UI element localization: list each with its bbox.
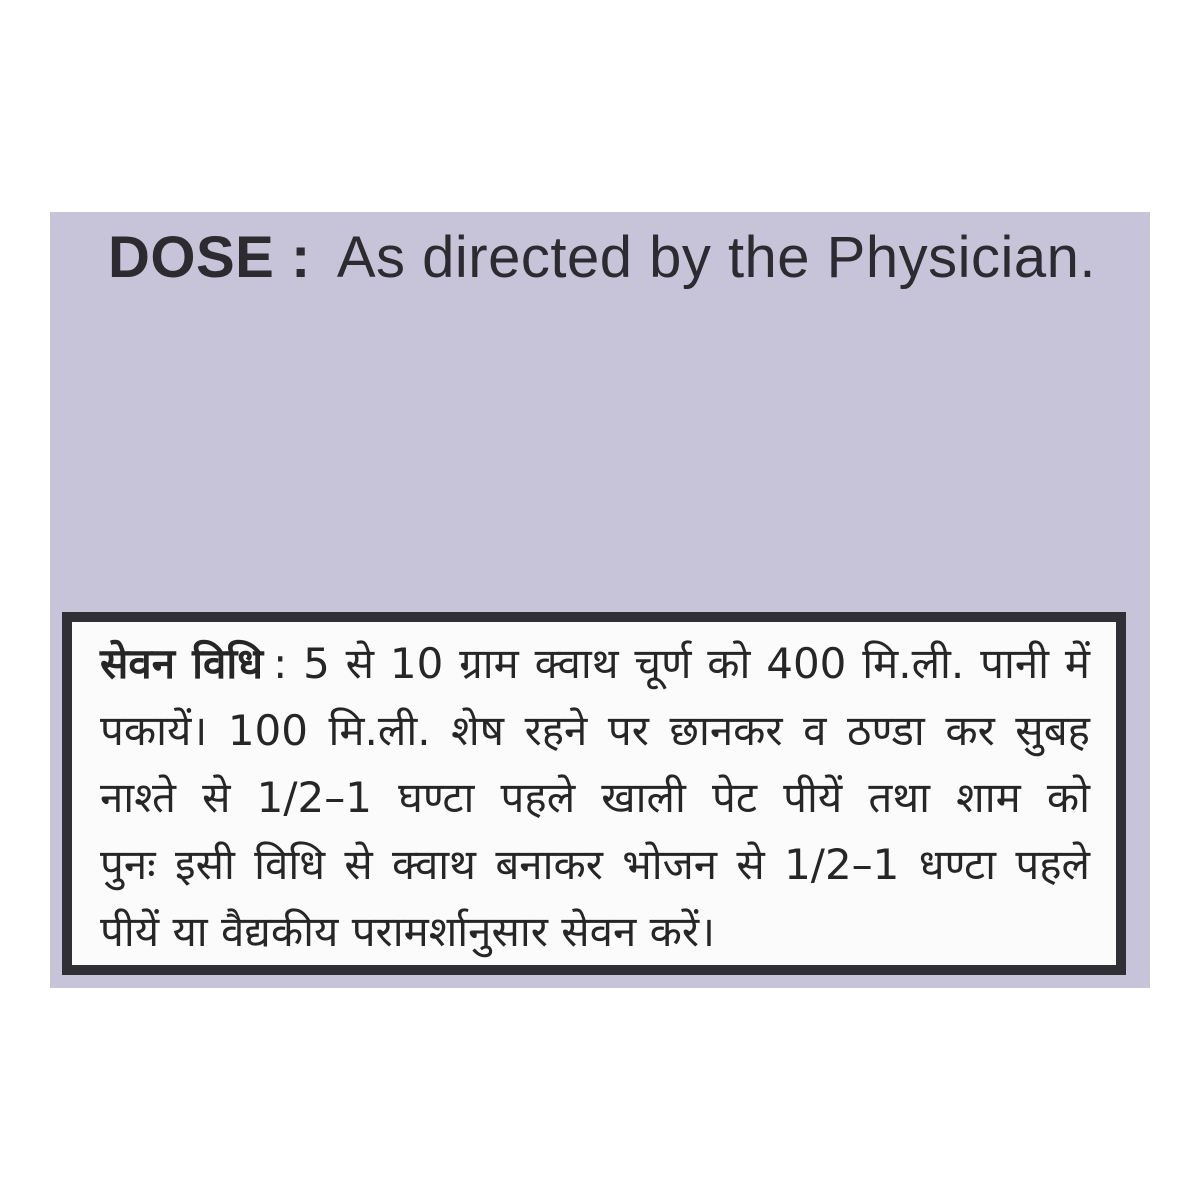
usage-line-1-text: : 5 से 10 ग्राम क्वाथ चूर्ण को 400 मि.ली. पानी में <box>273 639 1090 688</box>
product-label-panel <box>50 212 1150 988</box>
usage-line-5: पीयें या वैद्यकीय परामर्शानुसार सेवन करें। <box>100 907 716 956</box>
usage-line-3: नाश्ते से 1/2–1 घण्टा पहले खाली पेट पीयें तथा शाम को <box>100 773 1090 822</box>
dose-keyword: DOSE : <box>108 225 311 290</box>
dose-heading <box>108 224 1096 291</box>
usage-line-2: पकायें। 100 मि.ली. शेष रहने पर छानकर व ठण्डा कर सुबह <box>100 706 1090 755</box>
dose-text: As directed by the Physician. <box>336 225 1097 290</box>
usage-line-4: पुनः इसी विधि से क्वाथ बनाकर भोजन से 1/2–1 धण्टा पहले <box>100 840 1090 889</box>
usage-method-heading: सेवन विधि <box>100 639 264 688</box>
usage-line-1 <box>100 630 1090 697</box>
usage-instructions-box <box>62 612 1126 975</box>
